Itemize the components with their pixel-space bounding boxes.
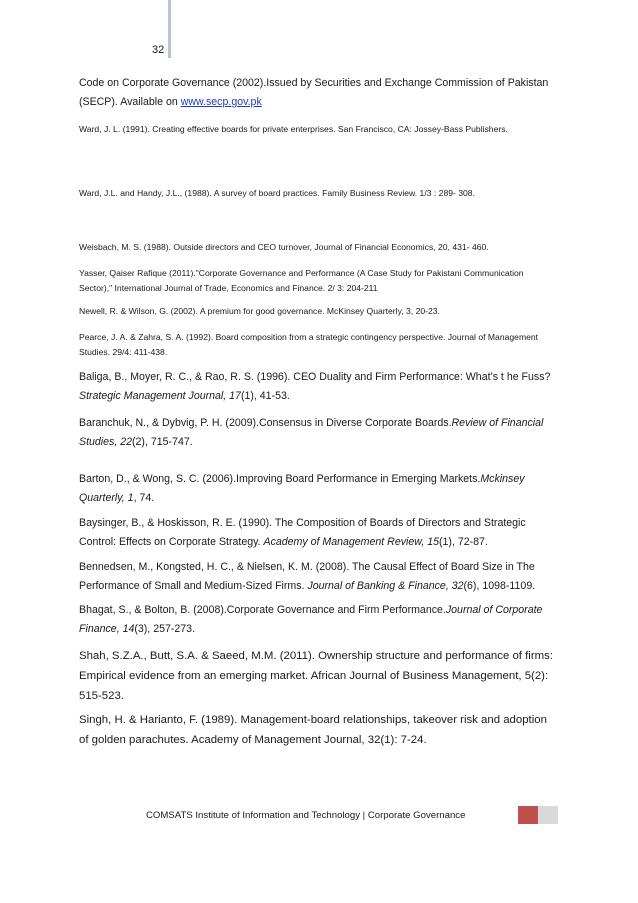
reference-ward-1991: Ward, J. L. (1991). Creating effective boards for private enterprises. San Francisco, CA: Jossey-Bass Publishers. <box>79 124 508 134</box>
footer-text: COMSATS Institute of Information and Technology | Corporate Governance <box>146 810 466 821</box>
reference-shah-2011: Shah, S.Z.A., Butt, S.A. & Saeed, M.M. (2011). Ownership structure and performance of firms: Empirical evidence from an emerging market. African Journal of Business Management, 5(2): 515-523. <box>79 650 553 702</box>
reference-secp <box>79 74 559 112</box>
secp-link[interactable]: www.secp.gov.pk <box>180 96 262 108</box>
reference-weisbach-1988: Weisbach, M. S. (1988). Outside directors and CEO turnover, Journal of Financial Economics, 20, 431- 460. <box>79 242 489 252</box>
reference-text: Bennedsen, M., Kongsted, H. C., & Nielsen, K. M. (2008). The Causal Effect of Board Size in The Performance of Small and Medium-Sized Firms. <box>79 561 535 592</box>
reference-pearce-1992: Pearce, J. A. & Zahra, S. A. (1992). Board composition from a strategic contingency perspective. Journal of Management Studies. 29/4: 411-438. <box>79 332 539 357</box>
reference-barton-2006 <box>79 470 559 508</box>
journal-title: Journal of Corporate Finance, 14 <box>79 604 543 635</box>
reference-text: Baliga, B., Moyer, R. C., & Rao, R. S. (1996). CEO Duality and Firm Performance: What’s t he Fuss? <box>79 371 551 383</box>
reference-baranchuk-2009 <box>79 414 559 452</box>
reference-tail: (1), 41-53. <box>240 390 290 402</box>
reference-baysinger-1990 <box>79 514 559 552</box>
footer-accent-grey <box>538 806 558 824</box>
reference-tail: (2), 715-747. <box>132 436 193 448</box>
reference-ward-handy-1988: Ward, J.L. and Handy, J.L., (1988). A survey of board practices. Family Business Review. 1/3 : 289- 308. <box>79 188 475 198</box>
reference-text: Code on Corporate Governance (2002).Issued by Securities and Exchange Commission of Pakistan (SECP). Available on <box>79 77 549 108</box>
header-rule <box>168 0 171 58</box>
reference-tail: (1), 72-87. <box>439 536 488 548</box>
reference-text: Baranchuk, N., & Dybvig, P. H. (2009).Consensus in Diverse Corporate Boards. <box>79 417 452 429</box>
reference-text: Baysinger, B., & Hoskisson, R. E. (1990). The Composition of Boards of Directors and Strategic Control: Effects on Corporate Strategy. <box>79 517 526 548</box>
reference-bennedsen-2008 <box>79 558 559 596</box>
reference-singh-1989: Singh, H. & Harianto, F. (1989). Management-board relationships, takeover risk and adoption of golden parachutes. Academy of Management Journal, 32(1): 7-24. <box>79 714 547 746</box>
reference-tail: (6), 1098-1109. <box>463 580 536 592</box>
journal-title: Review of Financial Studies, 22 <box>79 417 544 448</box>
reference-yasser-2011: Yasser, Qaiser Rafique (2011)."Corporate Governance and Performance (A Case Study for Pakistani Communication Sector)," International Journal of Trade, Economics and Finance. 2/ 3: 204-211 <box>79 268 524 293</box>
reference-text: Barton, D., & Wong, S. C. (2006).Improving Board Performance in Emerging Markets. <box>79 473 481 485</box>
journal-title: Journal of Banking & Finance, 32 <box>307 580 464 592</box>
reference-tail: (3), 257-273. <box>134 623 196 635</box>
journal-title: Academy of Management Review, 15 <box>263 536 439 548</box>
reference-bhagat-2008 <box>79 601 559 639</box>
reference-newell-2002: Newell, R. & Wilson, G. (2002). A premium for good governance. McKinsey Quarterly, 3, 20-23. <box>79 306 440 316</box>
journal-title: Strategic Management Journal, 17 <box>79 390 241 402</box>
reference-text: Bhagat, S., & Bolton, B. (2008).Corporate Governance and Firm Performance. <box>79 604 446 616</box>
footer-accent-red <box>518 806 538 824</box>
reference-baliga-1996 <box>79 368 559 406</box>
journal-title: Mckinsey Quarterly, 1 <box>79 473 525 504</box>
page-number: 32 <box>152 44 165 56</box>
reference-tail: , 74. <box>133 492 155 504</box>
